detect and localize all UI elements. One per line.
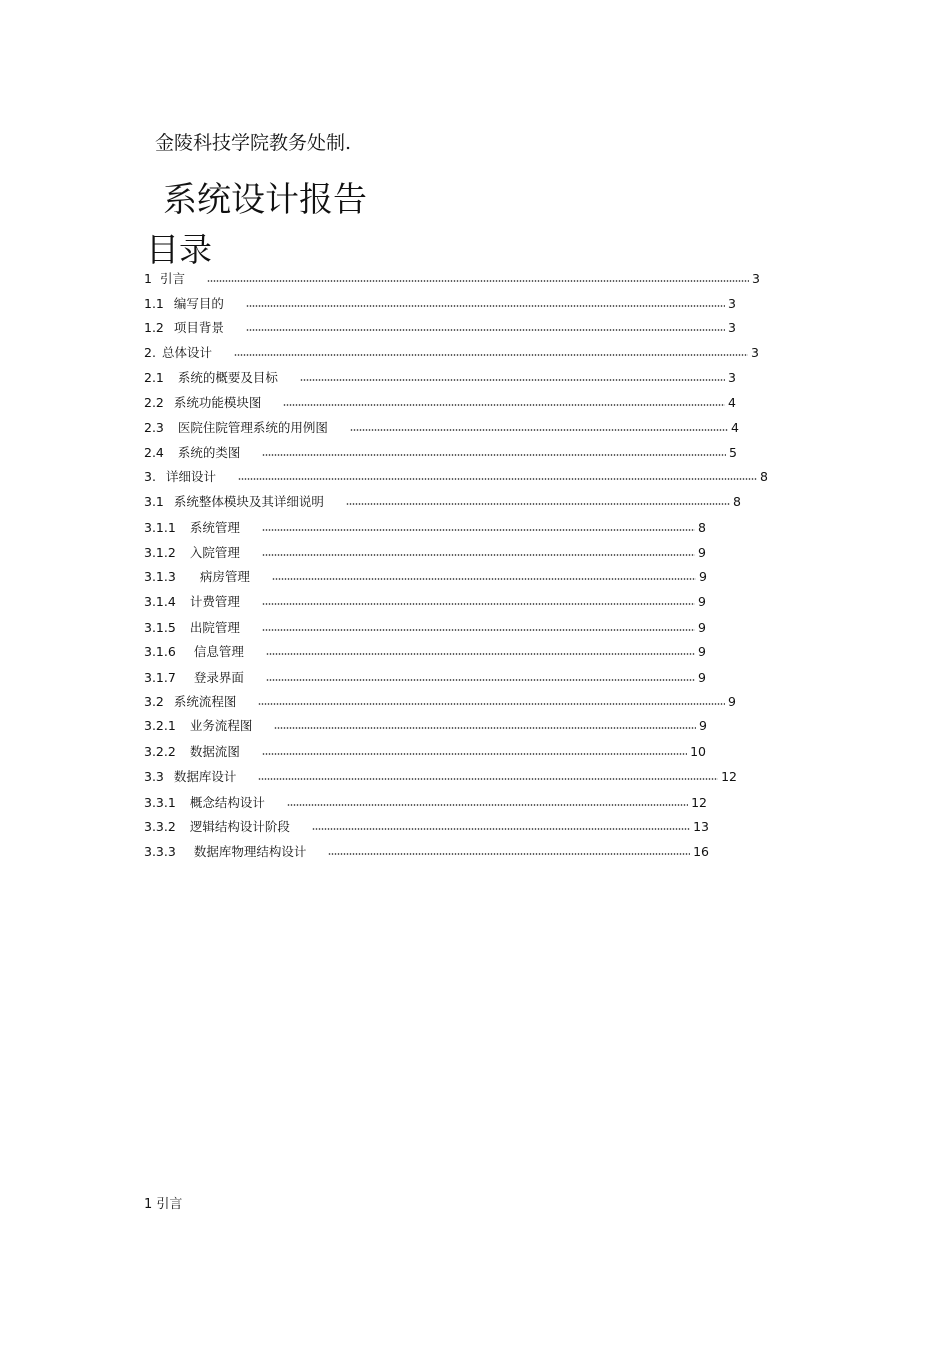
- toc-entry-title: 系统管理: [189, 520, 240, 535]
- toc-entry-page: 9: [698, 644, 706, 659]
- toc-entry-page: 3: [728, 296, 736, 311]
- toc-entry-page: 13: [693, 819, 709, 834]
- toc-leader-dots: [246, 304, 725, 308]
- toc-entry-number: 3.3.1: [144, 795, 176, 810]
- toc-entry[interactable]: [144, 569, 707, 585]
- toc-entry-title: 出院管理: [189, 620, 240, 635]
- toc-entry-number: 3.1.2: [144, 545, 176, 560]
- toc-entry-page: 4: [728, 395, 736, 410]
- toc-leader-dots: [328, 852, 690, 856]
- toc-leader-dots: [262, 628, 695, 632]
- toc-leader-dots: [287, 803, 688, 807]
- toc-entry-page: 12: [721, 769, 737, 784]
- toc-leader-dots: [262, 453, 726, 457]
- toc-leader-dots: [274, 726, 696, 730]
- toc-leader-dots: [266, 652, 695, 656]
- toc-entry[interactable]: [144, 744, 706, 760]
- toc-leader-dots: [346, 502, 730, 506]
- toc-entry[interactable]: [144, 320, 736, 336]
- toc-entry-title: 项目背景: [173, 320, 224, 335]
- toc-leader-dots: [234, 353, 748, 357]
- toc-entry-title: 计费管理: [189, 594, 240, 609]
- toc-entry-page: 9: [698, 594, 706, 609]
- toc-leader-dots: [262, 602, 695, 606]
- toc-entry-page: 9: [698, 620, 706, 635]
- toc-entry-title: 详细设计: [165, 469, 216, 484]
- toc-entry-page: 3: [752, 271, 760, 286]
- toc-entry-title: 系统流程图: [173, 694, 237, 709]
- toc-entry-title: 数据库设计: [173, 769, 237, 784]
- toc-entry-number: 3.: [144, 469, 156, 484]
- toc-leader-dots: [262, 752, 687, 756]
- toc-entry[interactable]: [144, 844, 709, 860]
- toc-entry-number: 2.1: [144, 370, 164, 385]
- toc-entry[interactable]: [144, 469, 768, 485]
- toc-entry[interactable]: [144, 271, 760, 287]
- toc-entry[interactable]: [144, 370, 736, 386]
- toc-entry-page: 16: [693, 844, 709, 859]
- toc-entry[interactable]: [144, 445, 737, 461]
- toc-leader-dots: [258, 777, 718, 781]
- toc-entry[interactable]: [144, 594, 706, 610]
- toc-entry-page: 8: [760, 469, 768, 484]
- toc-entry[interactable]: [144, 494, 741, 510]
- toc-entry-number: 3.1.7: [144, 670, 176, 685]
- toc-entry-title: 业务流程图: [189, 718, 253, 733]
- toc-entry[interactable]: [144, 545, 706, 561]
- toc-entry-number: 3.3.3: [144, 844, 176, 859]
- toc-entry-number: 3.1.4: [144, 594, 176, 609]
- toc-leader-dots: [262, 553, 695, 557]
- toc-entry-number: 1: [144, 271, 152, 286]
- toc-entry-title: 编写目的: [173, 296, 224, 311]
- toc-leader-dots: [238, 477, 757, 481]
- toc-entry-number: 3.3.2: [144, 819, 176, 834]
- toc-entry-number: 3.2.2: [144, 744, 176, 759]
- toc-entry-title: 系统功能模块图: [173, 395, 262, 410]
- toc-entry-number: 2.3: [144, 420, 164, 435]
- toc-entry-page: 9: [698, 670, 706, 685]
- toc-entry[interactable]: [144, 620, 706, 636]
- section-heading: 1 引言: [144, 1197, 183, 1212]
- toc-leader-dots: [283, 403, 725, 407]
- toc-entry-page: 9: [699, 718, 707, 733]
- toc-leader-dots: [262, 528, 695, 532]
- toc-entry-title: 医院住院管理系统的用例图: [177, 420, 328, 435]
- toc-heading: 目录: [146, 230, 212, 269]
- toc-entry-title: 总体设计: [161, 345, 212, 360]
- toc-entry-number: 3.1.5: [144, 620, 176, 635]
- toc-leader-dots: [312, 827, 690, 831]
- toc-entry-number: 3.2: [144, 694, 164, 709]
- toc-entry-number: 2.4: [144, 445, 164, 460]
- toc-entry-page: 3: [728, 320, 736, 335]
- toc-entry-page: 8: [698, 520, 706, 535]
- toc-entry-title: 入院管理: [189, 545, 240, 560]
- toc-entry[interactable]: [144, 420, 739, 436]
- toc-entry-page: 8: [733, 494, 741, 509]
- toc-entry[interactable]: [144, 670, 706, 686]
- toc-entry-page: 10: [690, 744, 706, 759]
- toc-entry[interactable]: [144, 345, 759, 361]
- toc-entry-number: 3.1: [144, 494, 164, 509]
- toc-entry-title: 数据流图: [189, 744, 240, 759]
- toc-entry-page: 9: [698, 545, 706, 560]
- toc-entry-title: 登录界面: [193, 670, 244, 685]
- toc-entry[interactable]: [144, 520, 706, 536]
- toc-entry-title: 引言: [159, 271, 185, 286]
- toc-leader-dots: [207, 279, 749, 283]
- organization-header: 金陵科技学院教务处制.: [155, 132, 352, 154]
- toc-leader-dots: [272, 577, 696, 581]
- document-title: 系统设计报告: [163, 180, 367, 220]
- toc-entry-page: 3: [751, 345, 759, 360]
- toc-entry-number: 3.3: [144, 769, 164, 784]
- toc-entry-page: 5: [729, 445, 737, 460]
- toc-entry-title: 逻辑结构设计阶段: [189, 819, 290, 834]
- toc-entry[interactable]: [144, 296, 736, 312]
- toc-leader-dots: [246, 328, 725, 332]
- toc-entry[interactable]: [144, 718, 707, 734]
- toc-entry-number: 1.1: [144, 296, 164, 311]
- toc-entry[interactable]: [144, 644, 706, 660]
- toc-entry-title: 数据库物理结构设计: [193, 844, 307, 859]
- toc-entry-page: 9: [728, 694, 736, 709]
- toc-entry-page: 3: [728, 370, 736, 385]
- toc-entry-title: 系统整体模块及其详细说明: [173, 494, 324, 509]
- toc-entry-page: 12: [691, 795, 707, 810]
- toc-entry[interactable]: [144, 395, 736, 411]
- toc-entry[interactable]: [144, 769, 737, 785]
- toc-leader-dots: [350, 428, 728, 432]
- toc-entry-title: 概念结构设计: [189, 795, 265, 810]
- toc-entry-title: 病房管理: [199, 569, 250, 584]
- toc-entry[interactable]: [144, 795, 707, 811]
- toc-leader-dots: [258, 702, 725, 706]
- toc-entry-page: 4: [731, 420, 739, 435]
- toc-entry-page: 9: [699, 569, 707, 584]
- toc-entry-number: 1.2: [144, 320, 164, 335]
- toc-entry-title: 系统的类图: [177, 445, 241, 460]
- toc-entry-title: 信息管理: [193, 644, 244, 659]
- toc-entry-title: 系统的概要及目标: [177, 370, 278, 385]
- toc-entry-number: 3.2.1: [144, 718, 176, 733]
- toc-entry-number: 3.1.6: [144, 644, 176, 659]
- toc-entry-number: 3.1.1: [144, 520, 176, 535]
- toc-entry[interactable]: [144, 694, 736, 710]
- toc-leader-dots: [266, 678, 695, 682]
- toc-entry-number: 2.: [144, 345, 156, 360]
- toc-leader-dots: [300, 378, 725, 382]
- toc-entry[interactable]: [144, 819, 709, 835]
- toc-entry-number: 3.1.3: [144, 569, 176, 584]
- toc-entry-number: 2.2: [144, 395, 164, 410]
